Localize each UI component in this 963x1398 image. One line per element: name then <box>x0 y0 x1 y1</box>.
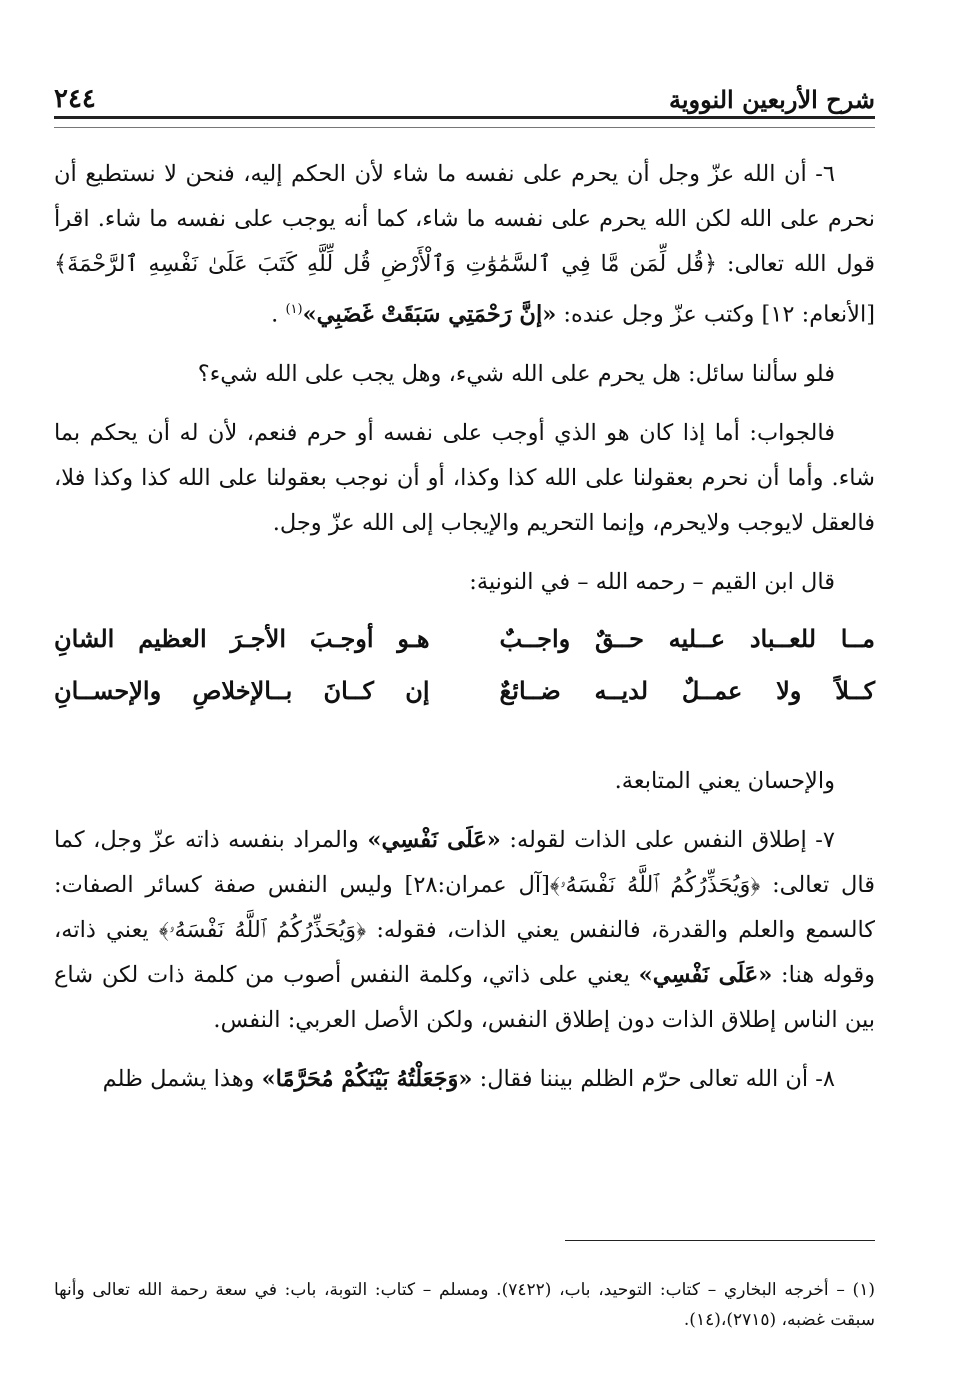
footnote-marker: (١) <box>285 302 303 317</box>
verse-reference: [الأنعام: ١٢] <box>761 301 875 328</box>
poem-line-2-second-hemistich: إن كــانَ بــالإخلاصِ والإحســانِ <box>54 675 430 705</box>
footnote-rule <box>565 1240 875 1241</box>
point-8-text-b: وهذا يشمل ظلم <box>102 1065 255 1092</box>
paragraph-ihsan: والإحسان يعني المتابعة. <box>614 767 835 794</box>
page-number: ٢٤٤ <box>54 84 96 114</box>
point-7-text-e: يعني على ذاتي، وكلمة النفس أصوب من كلمة ذات لكن شاع بين الناس إطلاق الذات دون إطلاق النفس، ولكن الأصل العربي: النفس. <box>54 961 875 1033</box>
point-7-text-c: وليس النفس صفة كسائر الصفات: كالسمع والعلم والقدرة، فالنفس يعني الذات، فقوله: <box>54 871 876 943</box>
running-title: شرح الأربعين النووية <box>668 85 875 114</box>
quran-verse-anam: ﴿قُل لِّمَن مَّا فِي ٱلسَّمَٰوَٰتِ وَٱلْأَرْضِ قُل لِّلَّهِ كَتَبَ عَلَىٰ نَفْسِهِ ٱلرَّحْمَةَ﴾ <box>54 251 718 277</box>
paragraph-point-6 <box>54 152 875 338</box>
verse-reference-al-imran: [آل عمران:٢٨] <box>404 871 550 898</box>
hadith-phrase-1: «عَلَى نَفْسِي» <box>367 826 501 853</box>
hadith-phrase-2: «عَلَى نَفْسِي» <box>638 961 773 988</box>
hadith-quote: «إنَّ رَحْمَتِي سَبَقَتْ غَضَبِي» <box>302 301 557 328</box>
header-rule <box>54 116 875 128</box>
poem-line-1-first-hemistich: مــا للعــباد عــليه حــقٌ واجــبٌ <box>499 623 875 653</box>
quran-verse-al-imran-2: ﴿وَيُحَذِّرُكُمُ ٱللَّهُ نَفْسَهُۥ﴾ <box>158 916 367 943</box>
point-6-continuation: وكتب عزّ وجل عنده: <box>563 301 755 328</box>
quran-verse-al-imran-1: ﴿وَيُحَذِّرُكُمُ ٱللَّهُ نَفْسَهُۥ﴾ <box>549 871 761 898</box>
hadith-phrase-3: «وَجَعَلْتُهُ بَيْنَكُمْ مُحَرَّمًا» <box>261 1065 473 1092</box>
point-7-text-b: والمراد بنفسه ذاته عزّ وجل، كما قال تعالى: <box>54 826 875 898</box>
point-7-text-a: ٧- إطلاق النفس على الذات لقوله: <box>509 826 835 853</box>
paragraph-point-7 <box>54 818 875 1043</box>
poem-line-2-first-hemistich: كــلاً ولا عمــلٌ لديــه ضــائعٌ <box>499 675 875 705</box>
paragraph-poem-intro: قال ابن القيم – رحمه الله – في النونية: <box>469 568 835 595</box>
poem-line-1-second-hemistich: هـو أوجـبَ الأجـرَ العظيم الشانِ <box>54 623 430 653</box>
paragraph-point-8 <box>54 1057 875 1102</box>
poem <box>54 615 875 715</box>
footnote: (١) – أخرجه البخاري – كتاب: التوحيد، باب، (٧٤٢٢). ومسلم – كتاب: التوبة، باب: في سعة رحمة الله تعالى وأنها سبقت غضبه، (٢٧١٥)،(١٤). <box>54 1280 875 1330</box>
point-6-text: ٦- أن الله عزّ وجل أن يحرم على نفسه ما شاء لأن الحكم إليه، فنحن لا نستطيع أن نحرم على الله لكن الله يحرم على نفسه ما شاء، كما أنه يوجب على نفسه ما شاء. اقرأ قول الله تعالى: <box>54 161 876 277</box>
paragraph-answer: فالجواب: أما إذا كان هو الذي أوجب على نفسه أو حرم فنعم، لأن له أن يحكم بما شاء. وأما أن نحرم بعقولنا على الله كذا وكذا، أو أن نوجب بعقولنا على الله كذا وكذا فلا، فالعقل لايوجب ولايحرم، وإنما التحريم والإيجاب إلى الله عزّ وجل. <box>54 419 875 536</box>
body-text <box>54 152 875 1116</box>
point-7-text-d: يعني ذاته، وقوله هنا: <box>54 916 876 988</box>
paragraph-question: فلو سألنا سائل: هل يحرم على الله شيء، وهل يجب على الله شيء؟ <box>197 360 835 387</box>
point-8-text-a: ٨- أن الله تعالى حرّم الظلم بيننا فقال: <box>479 1065 835 1092</box>
page-header <box>54 74 875 114</box>
sentence-end: . <box>271 301 279 328</box>
